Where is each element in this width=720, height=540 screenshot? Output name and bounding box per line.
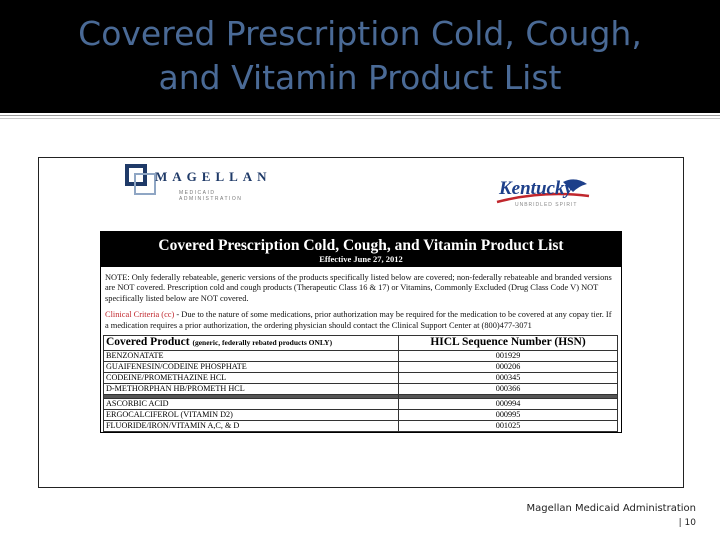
product-name-cell: GUAIFENESIN/CODEINE PHOSPHATE	[104, 362, 399, 373]
product-list-document	[100, 231, 622, 433]
slide-header	[0, 0, 720, 113]
column-header-product-note: (generic, federally rebated products ONLY)	[192, 338, 333, 348]
hsn-cell: 001929	[399, 351, 618, 362]
document-image	[38, 157, 684, 488]
product-rows-vitamins	[104, 399, 618, 432]
column-header-product	[104, 336, 399, 351]
document-header	[101, 232, 621, 267]
clinical-criteria-label: Clinical Criteria (cc)	[105, 310, 175, 320]
table-row	[104, 351, 618, 362]
clinical-criteria	[101, 308, 621, 335]
product-rows-cold-cough	[104, 351, 618, 395]
header-divider	[0, 115, 720, 116]
product-name-cell: BENZONATATE	[104, 351, 399, 362]
kentucky-logo-subtitle: UNBRIDLED SPIRIT	[515, 202, 578, 208]
footer-organization: Magellan Medicaid Administration	[526, 503, 696, 514]
magellan-logo-mark-outline	[134, 173, 156, 195]
clinical-criteria-text: - Due to the nature of some medications, prior authorization may be required for the medication to be covered at any copay tier. If a medication requires a prior authorization, the ordering physician should contact the Clinical Support Center at (800)477-3071	[105, 310, 612, 330]
magellan-logo-subtitle: MEDICAID ADMINISTRATION	[179, 190, 243, 202]
kentucky-logo-word: Kentucky	[499, 178, 573, 199]
document-note: NOTE: Only federally rebateable, generic versions of the products specifically listed below are covered; non-federally rebateable and branded versions are NOT covered. Prescription cold and cough products (Therapeutic Class 16 & 17) or Vitamins, Commonly Excluded (Drug Class Code V) NOT specifically listed below are NOT covered.	[105, 273, 612, 303]
product-name-cell: CODEINE/PROMETHAZINE HCL	[104, 373, 399, 384]
header-divider-thin	[0, 118, 720, 119]
column-header-product-label: Covered Product	[106, 336, 190, 349]
product-name-cell: ERGOCALCIFEROL (VITAMIN D2)	[104, 410, 399, 421]
table-row	[104, 384, 618, 395]
table-row	[104, 362, 618, 373]
hsn-cell: 000995	[399, 410, 618, 421]
slide-title-line-1: Covered Prescription Cold, Cough,	[78, 14, 642, 53]
product-table	[103, 335, 618, 432]
table-row	[104, 399, 618, 410]
hsn-cell: 000366	[399, 384, 618, 395]
magellan-logo	[125, 164, 275, 208]
product-name-cell: FLUORIDE/IRON/VITAMIN A,C, & D	[104, 421, 399, 432]
table-row	[104, 421, 618, 432]
hsn-cell: 000345	[399, 373, 618, 384]
hsn-cell: 000994	[399, 399, 618, 410]
slide-title	[0, 12, 720, 100]
product-name-cell: ASCORBIC ACID	[104, 399, 399, 410]
kentucky-logo	[493, 172, 593, 212]
table-row	[104, 373, 618, 384]
hsn-cell: 001025	[399, 421, 618, 432]
column-header-hsn: HICL Sequence Number (HSN)	[399, 336, 618, 351]
table-header-row	[104, 336, 618, 351]
magellan-logo-word: MAGELLAN	[155, 169, 272, 184]
slide-title-line-2: and Vitamin Product List	[158, 58, 562, 97]
hsn-cell: 000206	[399, 362, 618, 373]
document-title: Covered Prescription Cold, Cough, and Vitamin Product List	[158, 237, 564, 254]
table-row	[104, 410, 618, 421]
document-effective-date: Effective June 27, 2012	[319, 254, 403, 264]
product-name-cell: D-METHORPHAN HB/PROMETH HCL	[104, 384, 399, 395]
page-number: | 10	[678, 518, 696, 528]
